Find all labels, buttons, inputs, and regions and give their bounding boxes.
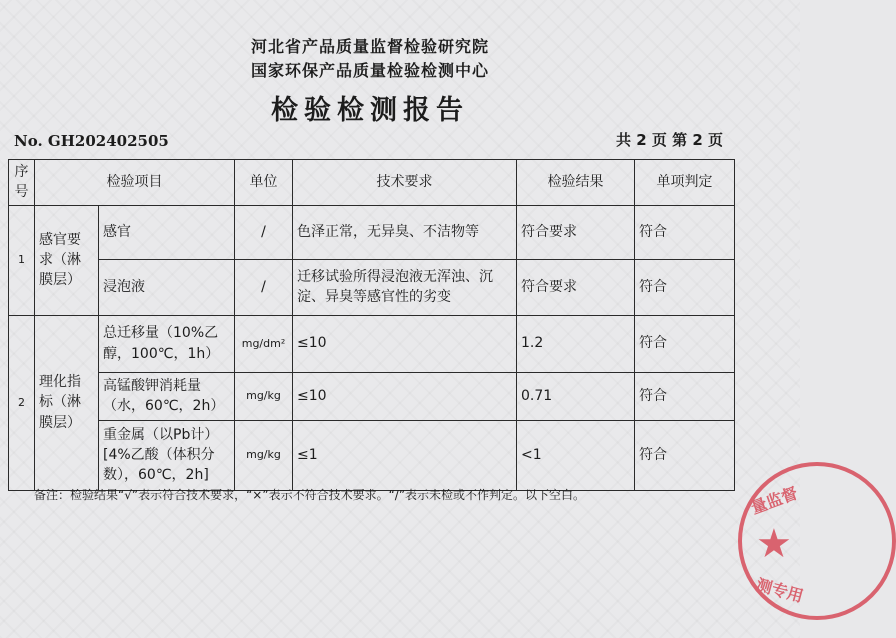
item-result: 1.2 — [517, 315, 635, 372]
table-row — [9, 315, 735, 372]
item-unit: / — [235, 259, 293, 315]
item-requirement: ≤10 — [293, 372, 517, 420]
item-result: <1 — [517, 420, 635, 490]
header-result: 检验结果 — [517, 160, 635, 206]
item-name: 感官 — [99, 205, 235, 259]
center-name: 国家环保产品质量检验检测中心 — [250, 61, 489, 80]
item-unit: mg/kg — [235, 420, 293, 490]
seal-text-bottom: 测专用 — [754, 575, 806, 606]
table-row — [9, 259, 735, 315]
star-icon: ★ — [756, 521, 792, 567]
header-item: 检验项目 — [35, 160, 235, 206]
header-unit: 单位 — [235, 160, 293, 206]
item-requirement: ≤1 — [293, 420, 517, 490]
group-category: 理化指标（淋膜层） — [35, 315, 99, 490]
results-table — [8, 159, 735, 491]
item-result: 0.71 — [517, 372, 635, 420]
report-number: No. GH202402505 — [14, 132, 169, 150]
seal-text-top: 量监督 — [748, 483, 801, 518]
table-row — [9, 205, 735, 259]
item-requirement: 色泽正常，无异臭、不洁物等 — [293, 205, 517, 259]
group-number: 2 — [9, 315, 35, 490]
group-category: 感官要求（淋膜层） — [35, 205, 99, 315]
item-unit: / — [235, 205, 293, 259]
item-verdict: 符合 — [635, 205, 735, 259]
inspection-seal — [738, 462, 896, 620]
item-name: 总迁移量（10%乙醇，100℃，1h） — [99, 315, 235, 372]
item-verdict: 符合 — [635, 315, 735, 372]
item-requirement: ≤10 — [293, 315, 517, 372]
item-unit: mg/dm² — [235, 315, 293, 372]
header-verdict: 单项判定 — [635, 160, 735, 206]
item-unit: mg/kg — [235, 372, 293, 420]
report-title: 检验检测报告 — [271, 95, 469, 126]
item-result: 符合要求 — [517, 205, 635, 259]
header-no: 序号 — [9, 160, 35, 206]
item-verdict: 符合 — [635, 372, 735, 420]
page-info: 共 2 页 第 2 页 — [616, 131, 723, 149]
item-result: 符合要求 — [517, 259, 635, 315]
group-number: 1 — [9, 205, 35, 315]
remarks-note: 备注：检验结果“√”表示符合技术要求，“×”表示不符合技术要求。“/”表示未检或不作判定。以下空白。 — [34, 488, 586, 502]
table-row — [9, 372, 735, 420]
item-requirement: 迁移试验所得浸泡液无浑浊、沉淀、异臭等感官性的劣变 — [293, 259, 517, 315]
item-name: 重金属（以Pb计）[4%乙酸（体积分数），60℃，2h] — [99, 420, 235, 490]
table-header-row — [9, 160, 735, 206]
institute-name: 河北省产品质量监督检验研究院 — [250, 37, 489, 56]
header-requirement: 技术要求 — [293, 160, 517, 206]
item-name: 浸泡液 — [99, 259, 235, 315]
item-name: 高锰酸钾消耗量（水，60℃，2h） — [99, 372, 235, 420]
item-verdict: 符合 — [635, 420, 735, 490]
item-verdict: 符合 — [635, 259, 735, 315]
table-row — [9, 420, 735, 490]
